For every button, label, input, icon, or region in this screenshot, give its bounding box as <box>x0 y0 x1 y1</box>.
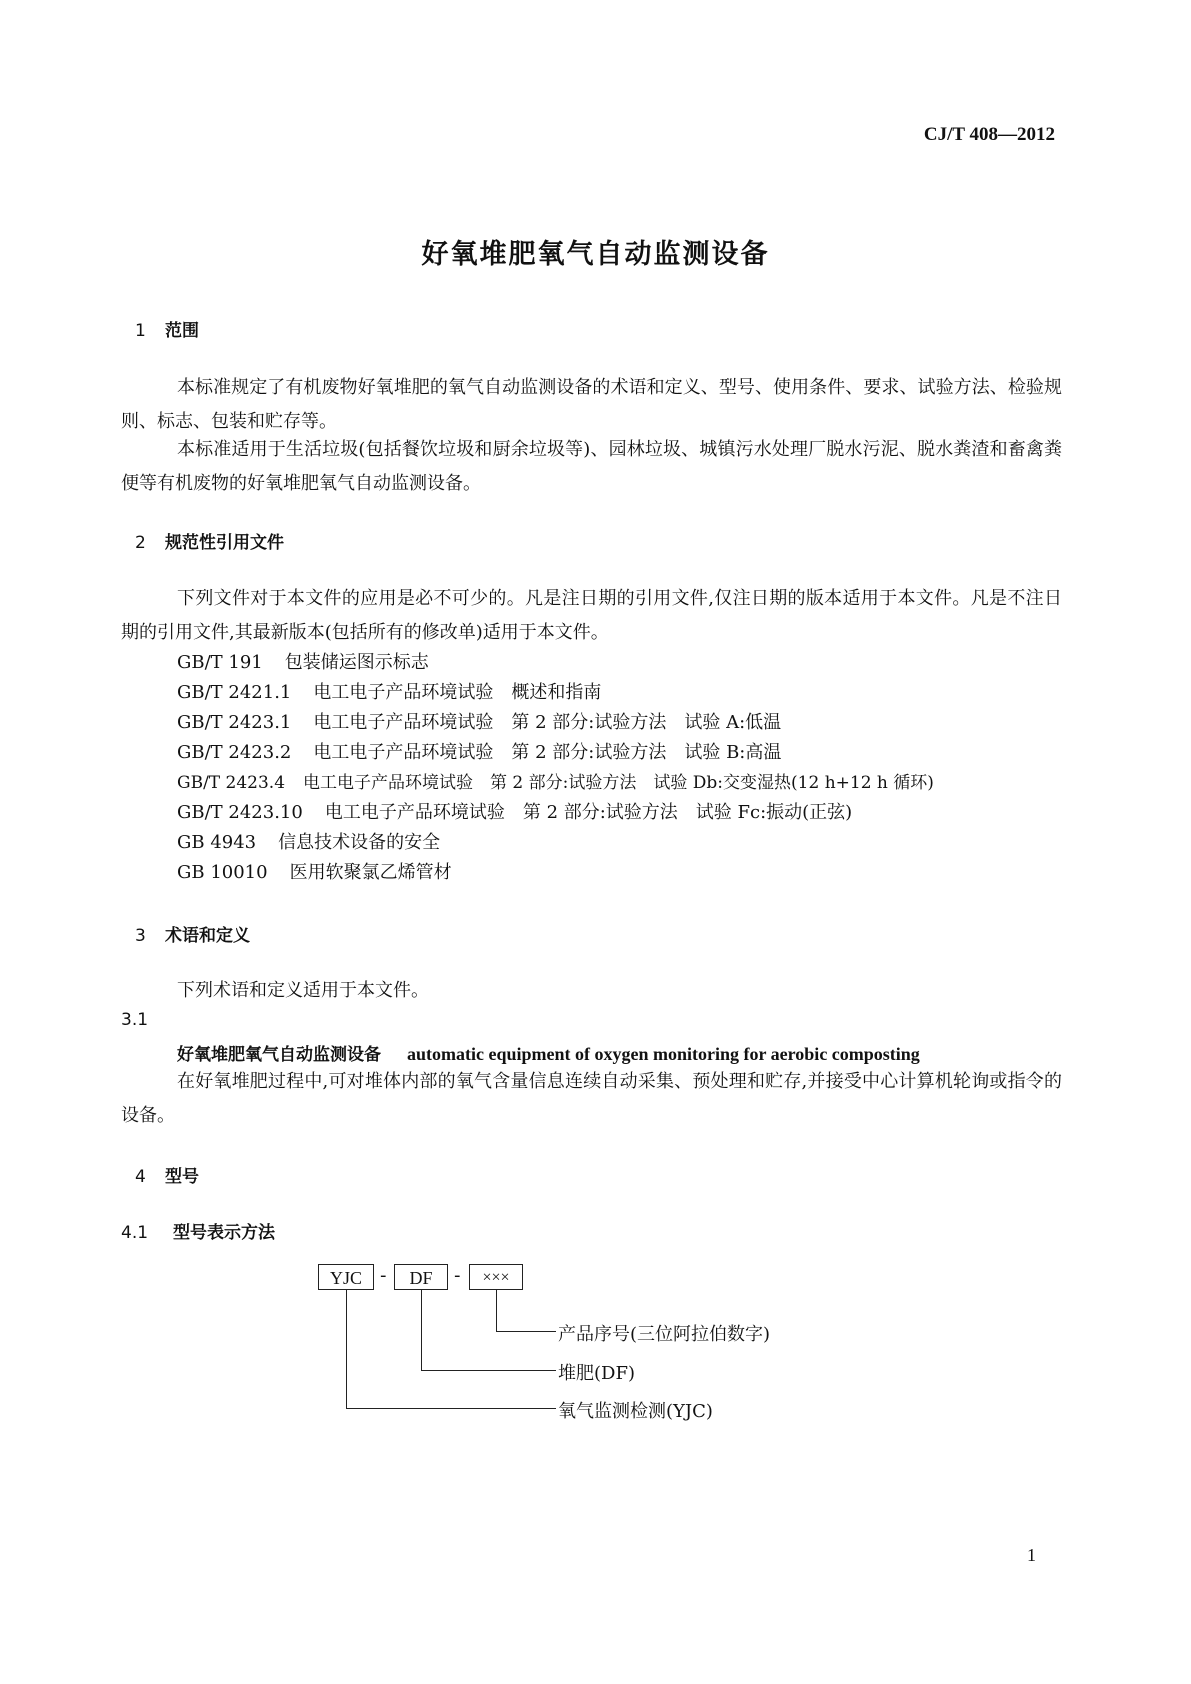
subsection-4-1-heading <box>121 1218 275 1243</box>
section-number: 2 <box>135 533 146 553</box>
term-definition: 在好氧堆肥过程中,可对堆体内部的氧气含量信息连续自动采集、预处理和贮存,并接受中心计算机轮询或指令的设备。 <box>121 1071 1062 1126</box>
ref-code: GB 10010 <box>177 862 268 883</box>
connector-line <box>346 1408 556 1409</box>
connector-line <box>421 1370 556 1371</box>
section-3-heading <box>135 921 250 946</box>
normative-reference <box>177 708 781 734</box>
section-4-heading <box>135 1162 199 1187</box>
ref-code: GB/T 2423.2 <box>177 742 292 763</box>
section-title: 范围 <box>165 321 199 341</box>
connector-line <box>496 1290 497 1331</box>
separator: - <box>380 1265 387 1286</box>
ref-title: 电工电子产品环境试验 第 2 部分:试验方法 试验 B:高温 <box>313 742 782 763</box>
paragraph: 下列术语和定义适用于本文件。 <box>177 980 429 1001</box>
paragraph: 本标准规定了有机废物好氧堆肥的氧气自动监测设备的术语和定义、型号、使用条件、要求、试验方法、检验规则、标志、包装和贮存等。 <box>121 377 1062 432</box>
model-box-df: DF <box>394 1264 448 1290</box>
page-number: 1 <box>1027 1545 1036 1565</box>
normative-reference <box>177 858 452 884</box>
section-1-heading <box>135 316 199 341</box>
document-title: 好氧堆肥氧气自动监测设备 <box>421 239 770 270</box>
ref-code: GB/T 2421.1 <box>177 682 292 703</box>
normative-reference <box>177 648 429 674</box>
term-chinese: 好氧堆肥氧气自动监测设备 <box>177 1045 381 1065</box>
ref-code: GB 4943 <box>177 832 257 853</box>
ref-title: 电工电子产品环境试验 第 2 部分:试验方法 试验 Fc:振动(正弦) <box>324 802 853 823</box>
section-title: 规范性引用文件 <box>165 533 284 553</box>
paragraph: 本标准适用于生活垃圾(包括餐饮垃圾和厨余垃圾等)、园林垃圾、城镇污水处理厂脱水污泥、脱水粪渣和畜禽粪便等有机废物的好氧堆肥氧气自动监测设备。 <box>121 439 1062 494</box>
model-box-serial: ××× <box>469 1264 523 1290</box>
ref-title: 包装储运图示标志 <box>284 652 429 673</box>
ref-title: 电工电子产品环境试验 概述和指南 <box>313 682 602 703</box>
ref-code: GB/T 191 <box>177 652 263 673</box>
ref-title: 信息技术设备的安全 <box>278 832 441 853</box>
subsection-number: 4.1 <box>121 1223 149 1243</box>
ref-title: 电工电子产品环境试验 第 2 部分:试验方法 试验 A:低温 <box>313 712 782 733</box>
paragraph: 下列文件对于本文件的应用是必不可少的。凡是注日期的引用文件,仅注日期的版本适用于本文件。凡是不注日期的引用文件,其最新版本(包括所有的修改单)适用于本文件。 <box>121 588 1062 643</box>
standard-code: CJ/T 408—2012 <box>923 124 1055 145</box>
normative-reference <box>177 828 440 854</box>
connector-line <box>346 1290 347 1408</box>
normative-reference <box>177 768 934 793</box>
section-number: 3 <box>135 926 146 946</box>
label-compost: 堆肥(DF) <box>558 1363 635 1384</box>
section-title: 术语和定义 <box>165 926 250 946</box>
label-oxygen-monitoring: 氧气监测检测(YJC) <box>558 1401 713 1422</box>
normative-reference <box>177 798 852 824</box>
term-entry <box>177 1040 920 1065</box>
normative-reference <box>177 738 781 764</box>
ref-code: GB/T 2423.4 <box>177 773 286 793</box>
ref-title: 医用软聚氯乙烯管材 <box>289 862 452 883</box>
term-english: automatic equipment of oxygen monitoring for aerobic composting <box>407 1044 920 1064</box>
ref-title: 电工电子产品环境试验 第 2 部分:试验方法 试验 Db:交变湿热(12 h+12 h 循环) <box>303 773 934 793</box>
subsection-title: 型号表示方法 <box>173 1223 275 1243</box>
label-serial-number: 产品序号(三位阿拉伯数字) <box>558 1324 771 1345</box>
model-box-yjc: YJC <box>318 1264 374 1290</box>
normative-reference <box>177 678 601 704</box>
connector-line <box>496 1331 556 1332</box>
subsection-number: 3.1 <box>121 1010 149 1030</box>
section-title: 型号 <box>165 1167 199 1187</box>
ref-code: GB/T 2423.1 <box>177 712 292 733</box>
ref-code: GB/T 2423.10 <box>177 802 303 823</box>
separator: - <box>454 1265 461 1286</box>
section-2-heading <box>135 528 284 553</box>
section-number: 4 <box>135 1167 146 1187</box>
section-number: 1 <box>135 321 146 341</box>
connector-line <box>421 1290 422 1370</box>
